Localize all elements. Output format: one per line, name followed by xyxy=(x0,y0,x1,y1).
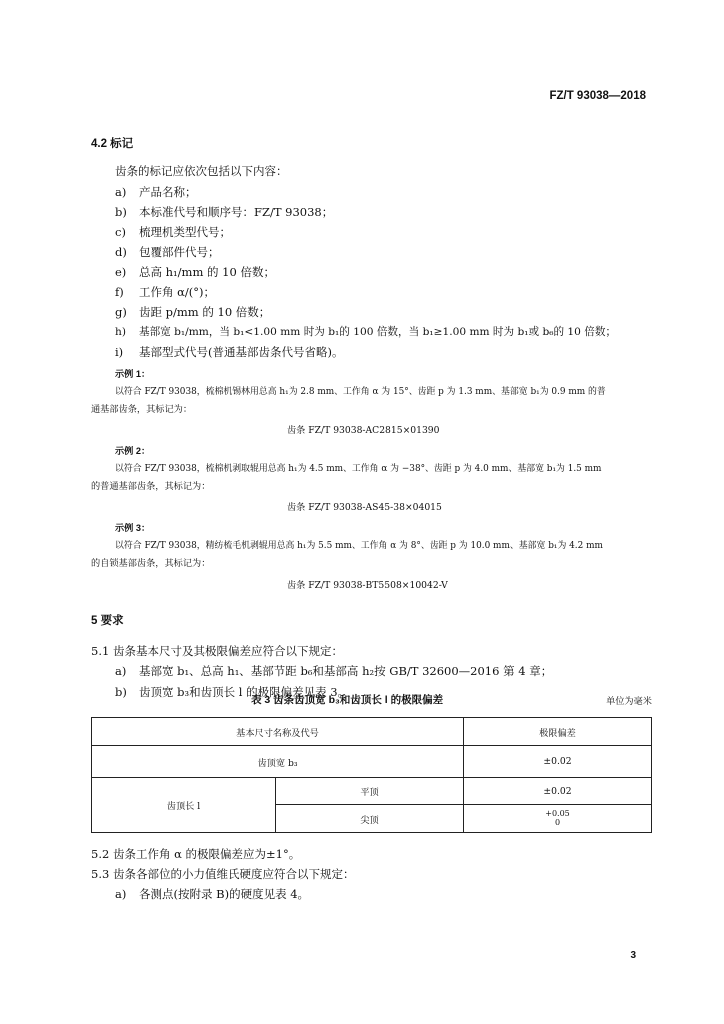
section-4-2-intro: 齿条的标记应依次包括以下内容： xyxy=(115,164,288,178)
item-text: 基部型式代号(普通基部齿条代号省略)。 xyxy=(139,345,344,359)
table-3 xyxy=(91,717,652,833)
section-4-2-title: 4.2 标记 xyxy=(91,138,134,150)
item-text: 工作角 α/(°)； xyxy=(139,285,216,299)
example-3-mark: 齿条 FZ/T 93038-BT5508×10042-V xyxy=(287,580,448,591)
table-row xyxy=(92,746,652,778)
table-cell: 平顶 xyxy=(276,778,464,805)
item-label: a) xyxy=(115,185,127,199)
example-2-label: 示例 2： xyxy=(115,446,151,456)
lower-deviation: 0 xyxy=(554,818,561,827)
list-item xyxy=(115,184,197,200)
example-3-line: 以符合 FZ/T 93038，精纺梳毛机剥辊用总高 h₁为 5.5 mm、工作角 α 为 8°、齿距 p 为 10.0 mm、基部宽 b₁为 4.2 mm xyxy=(115,541,603,551)
item-text: 基部宽 b₁、总高 h₁、基部节距 b₆和基部高 h₂按 GB/T 32600—2016 第 4 章； xyxy=(139,664,553,678)
list-item xyxy=(115,284,215,300)
table-cell: 尖顶 xyxy=(276,805,464,833)
example-1-line: 通基部齿条，其标记为： xyxy=(91,404,193,415)
list-item xyxy=(115,886,309,902)
item-label: a) xyxy=(115,664,127,678)
item-label: i) xyxy=(115,345,124,359)
item-label: b) xyxy=(115,685,127,699)
list-item xyxy=(115,304,270,320)
table-cell xyxy=(464,805,652,833)
page-number: 3 xyxy=(630,950,636,961)
table-header-row xyxy=(92,718,652,746)
item-text: 产品名称； xyxy=(139,185,197,199)
tolerance-stack xyxy=(545,809,570,827)
table-header-cell: 基本尺寸名称及代号 xyxy=(92,718,464,746)
section-5-2: 5.2 齿条工作角 α 的极限偏差应为±1°。 xyxy=(91,847,301,861)
table-cell: ±0.02 xyxy=(464,778,652,805)
table-cell: 齿顶宽 b₃ xyxy=(92,746,464,778)
table-cell: 齿顶长 l xyxy=(92,778,276,833)
table-3-caption: 表 3 齿条齿顶宽 b₃和齿顶长 l 的极限偏差 xyxy=(251,694,444,706)
example-1-mark: 齿条 FZ/T 93038-AC2815×01390 xyxy=(287,425,440,436)
standard-number: FZ/T 93038—2018 xyxy=(549,90,646,102)
item-text: 总高 h₁/mm 的 10 倍数； xyxy=(139,265,275,279)
example-2-line: 的普通基部齿条，其标记为： xyxy=(91,481,211,492)
item-label: c) xyxy=(115,225,126,239)
item-label: h) xyxy=(115,326,126,338)
item-label: e) xyxy=(115,265,127,279)
list-item xyxy=(115,663,552,679)
item-label: g) xyxy=(115,305,127,319)
table-header-cell: 极限偏差 xyxy=(464,718,652,746)
item-text: 齿顶宽 b₃和齿顶长 l 的极限偏差见表 3。 xyxy=(139,685,350,699)
example-3-label: 示例 3： xyxy=(115,523,151,533)
upper-deviation: +0.05 xyxy=(545,809,570,818)
item-label: d) xyxy=(115,245,127,259)
table-cell: ±0.02 xyxy=(464,746,652,778)
item-text: 基部宽 b₁/mm，当 b₁<1.00 mm 时为 b₁的 100 倍数，当 b₁≥1.00 mm 时为 b₁或 b₆的 10 倍数； xyxy=(139,326,617,338)
example-2-mark: 齿条 FZ/T 93038-AS45-38×04015 xyxy=(287,502,442,513)
example-2-line: 以符合 FZ/T 93038，梳棉机剥取辊用总高 h₁为 4.5 mm、工作角 α 为 −38°、齿距 p 为 4.0 mm、基部宽 b₁为 1.5 mm xyxy=(115,464,602,474)
item-text: 包覆部件代号； xyxy=(139,245,220,259)
list-item xyxy=(115,224,231,240)
list-item xyxy=(115,324,616,339)
list-item xyxy=(115,344,343,360)
section-5-1: 5.1 齿条基本尺寸及其极限偏差应符合以下规定： xyxy=(91,644,343,658)
item-text: 本标准代号和顺序号：FZ/T 93038； xyxy=(139,205,334,219)
item-label: a) xyxy=(115,887,127,901)
list-item xyxy=(115,244,220,260)
section-5-3: 5.3 齿条各部位的小力值维氏硬度应符合以下规定： xyxy=(91,867,355,881)
section-5-title: 5 要求 xyxy=(91,615,124,627)
item-label: b) xyxy=(115,205,127,219)
list-item xyxy=(115,204,333,220)
item-text: 各测点(按附录 B)的硬度见表 4。 xyxy=(139,887,310,901)
item-text: 梳理机类型代号； xyxy=(139,225,231,239)
item-label: f) xyxy=(115,285,124,299)
example-1-label: 示例 1： xyxy=(115,369,151,379)
table-3-unit: 单位为毫米 xyxy=(606,696,652,707)
item-text: 齿距 p/mm 的 10 倍数； xyxy=(139,305,271,319)
example-1-line: 以符合 FZ/T 93038，梳棉机锡林用总高 h₁为 2.8 mm、工作角 α 为 15°、齿距 p 为 1.3 mm、基部宽 b₁为 0.9 mm 的普 xyxy=(115,387,606,397)
list-item xyxy=(115,264,275,280)
example-3-line: 的自锁基部齿条，其标记为： xyxy=(91,558,211,569)
table-row xyxy=(92,778,652,805)
